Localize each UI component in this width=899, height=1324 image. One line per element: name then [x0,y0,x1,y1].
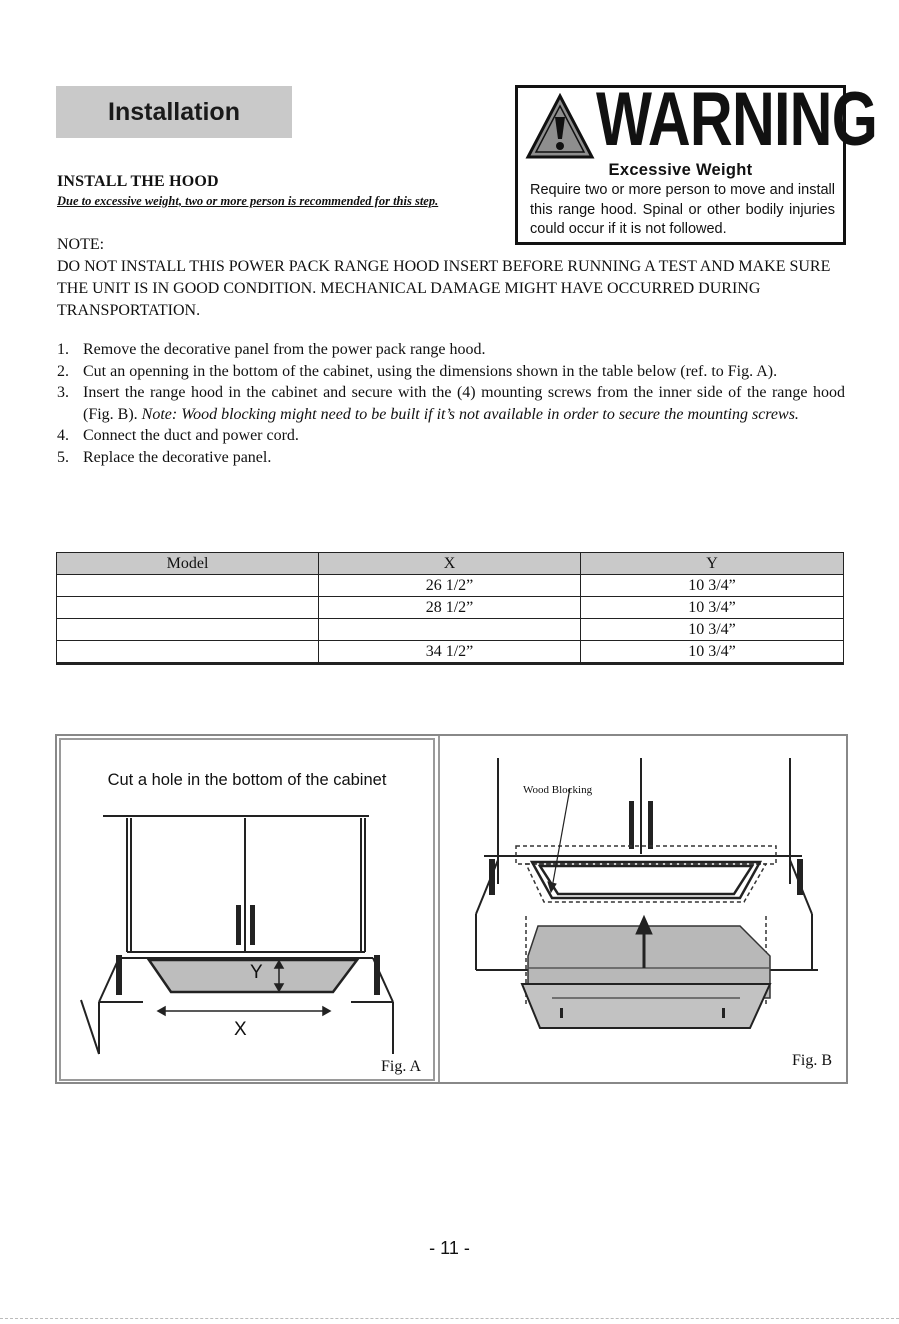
install-subheading: Due to excessive weight, two or more person is recommended for this step. [57,194,439,208]
table-header-row [57,553,844,575]
warning-triangle-icon [525,93,595,163]
section-title [56,86,292,138]
table-row [57,619,844,641]
table-cell: 10 3/4” [581,641,844,664]
table-cell: 34 1/2” [319,641,581,664]
list-item [57,382,845,425]
list-item [57,339,845,361]
figure-a-label: Fig. A [381,1058,422,1075]
table-cell: 10 3/4” [581,619,844,641]
step-note: Note: Wood blocking might need to be built if it’s not available in order to secure the mounting screws. [141,405,799,423]
step-text: Connect the duct and power cord. [83,427,299,444]
dimensions-table [56,552,844,665]
list-item [57,361,845,383]
table-cell [57,597,319,619]
warning-title: WARNING [596,77,878,162]
table-cell [57,619,319,641]
page-number: - 11 - [429,1238,470,1258]
header-y: Y [581,553,844,575]
step-text: Replace the decorative panel. [83,448,272,466]
note-block [57,234,847,322]
list-item [57,425,845,447]
step-number: 2. [57,362,69,380]
footer-divider [0,1318,899,1319]
step-number: 4. [57,427,69,444]
warning-header [518,77,878,168]
step-text: Cut an openning in the bottom of the cabinet, using the dimensions shown in the table below (ref. to Fig. A). [83,362,778,380]
table-cell [319,619,581,641]
step-text: Insert the range hood in the cabinet and secure with the (4) mounting screws from the inner side of the range hood (Fig. B). [83,384,845,423]
steps-list [57,339,845,468]
table-row [57,575,844,597]
step-number: 3. [57,384,69,401]
figure-a-x-label: X [234,1019,247,1040]
figure-a-y-label: Y [250,962,263,983]
figure-a-caption: Cut a hole in the bottom of the cabinet [107,771,387,789]
warning-subtitle: Excessive Weight [608,161,753,179]
note-text: DO NOT INSTALL THIS POWER PACK RANGE HOOD INSERT BEFORE RUNNING A TEST AND MAKE SURE THE UNIT IS IN GOOD CONDITION. MECHANICAL DAMAGE MIGHT HAVE OCCURRED DURING TRANSPORTATION. [57,258,831,319]
wood-blocking-callout: Wood Blocking [523,784,593,796]
table-cell: 10 3/4” [581,597,844,619]
install-heading: INSTALL THE HOOD [57,173,219,190]
section-title-text: Installation [108,97,240,126]
figure-b-label: Fig. B [792,1052,833,1069]
cabinet-cutout-illustration [61,740,433,1079]
figure-b [438,736,846,1082]
header-model: Model [57,553,319,575]
note-label: NOTE: [57,236,105,253]
table-cell: 28 1/2” [319,597,581,619]
step-number: 5. [57,448,69,466]
step-number: 1. [57,341,69,358]
table-row [57,641,844,664]
step-text: Remove the decorative panel from the power pack range hood. [83,341,486,358]
warning-text: Require two or more person to move and install this range hood. Spinal or other bodily injuries could occur if it is not followed. [530,182,835,237]
figures-panel [55,734,848,1084]
table-cell: 26 1/2” [319,575,581,597]
header-x: X [319,553,581,575]
table-cell: 10 3/4” [581,575,844,597]
table-cell [57,575,319,597]
table-row [57,597,844,619]
table-cell [57,641,319,664]
hood-insertion-illustration [440,736,846,1082]
list-item [57,447,845,469]
warning-box [515,77,878,245]
figure-a [59,738,435,1081]
